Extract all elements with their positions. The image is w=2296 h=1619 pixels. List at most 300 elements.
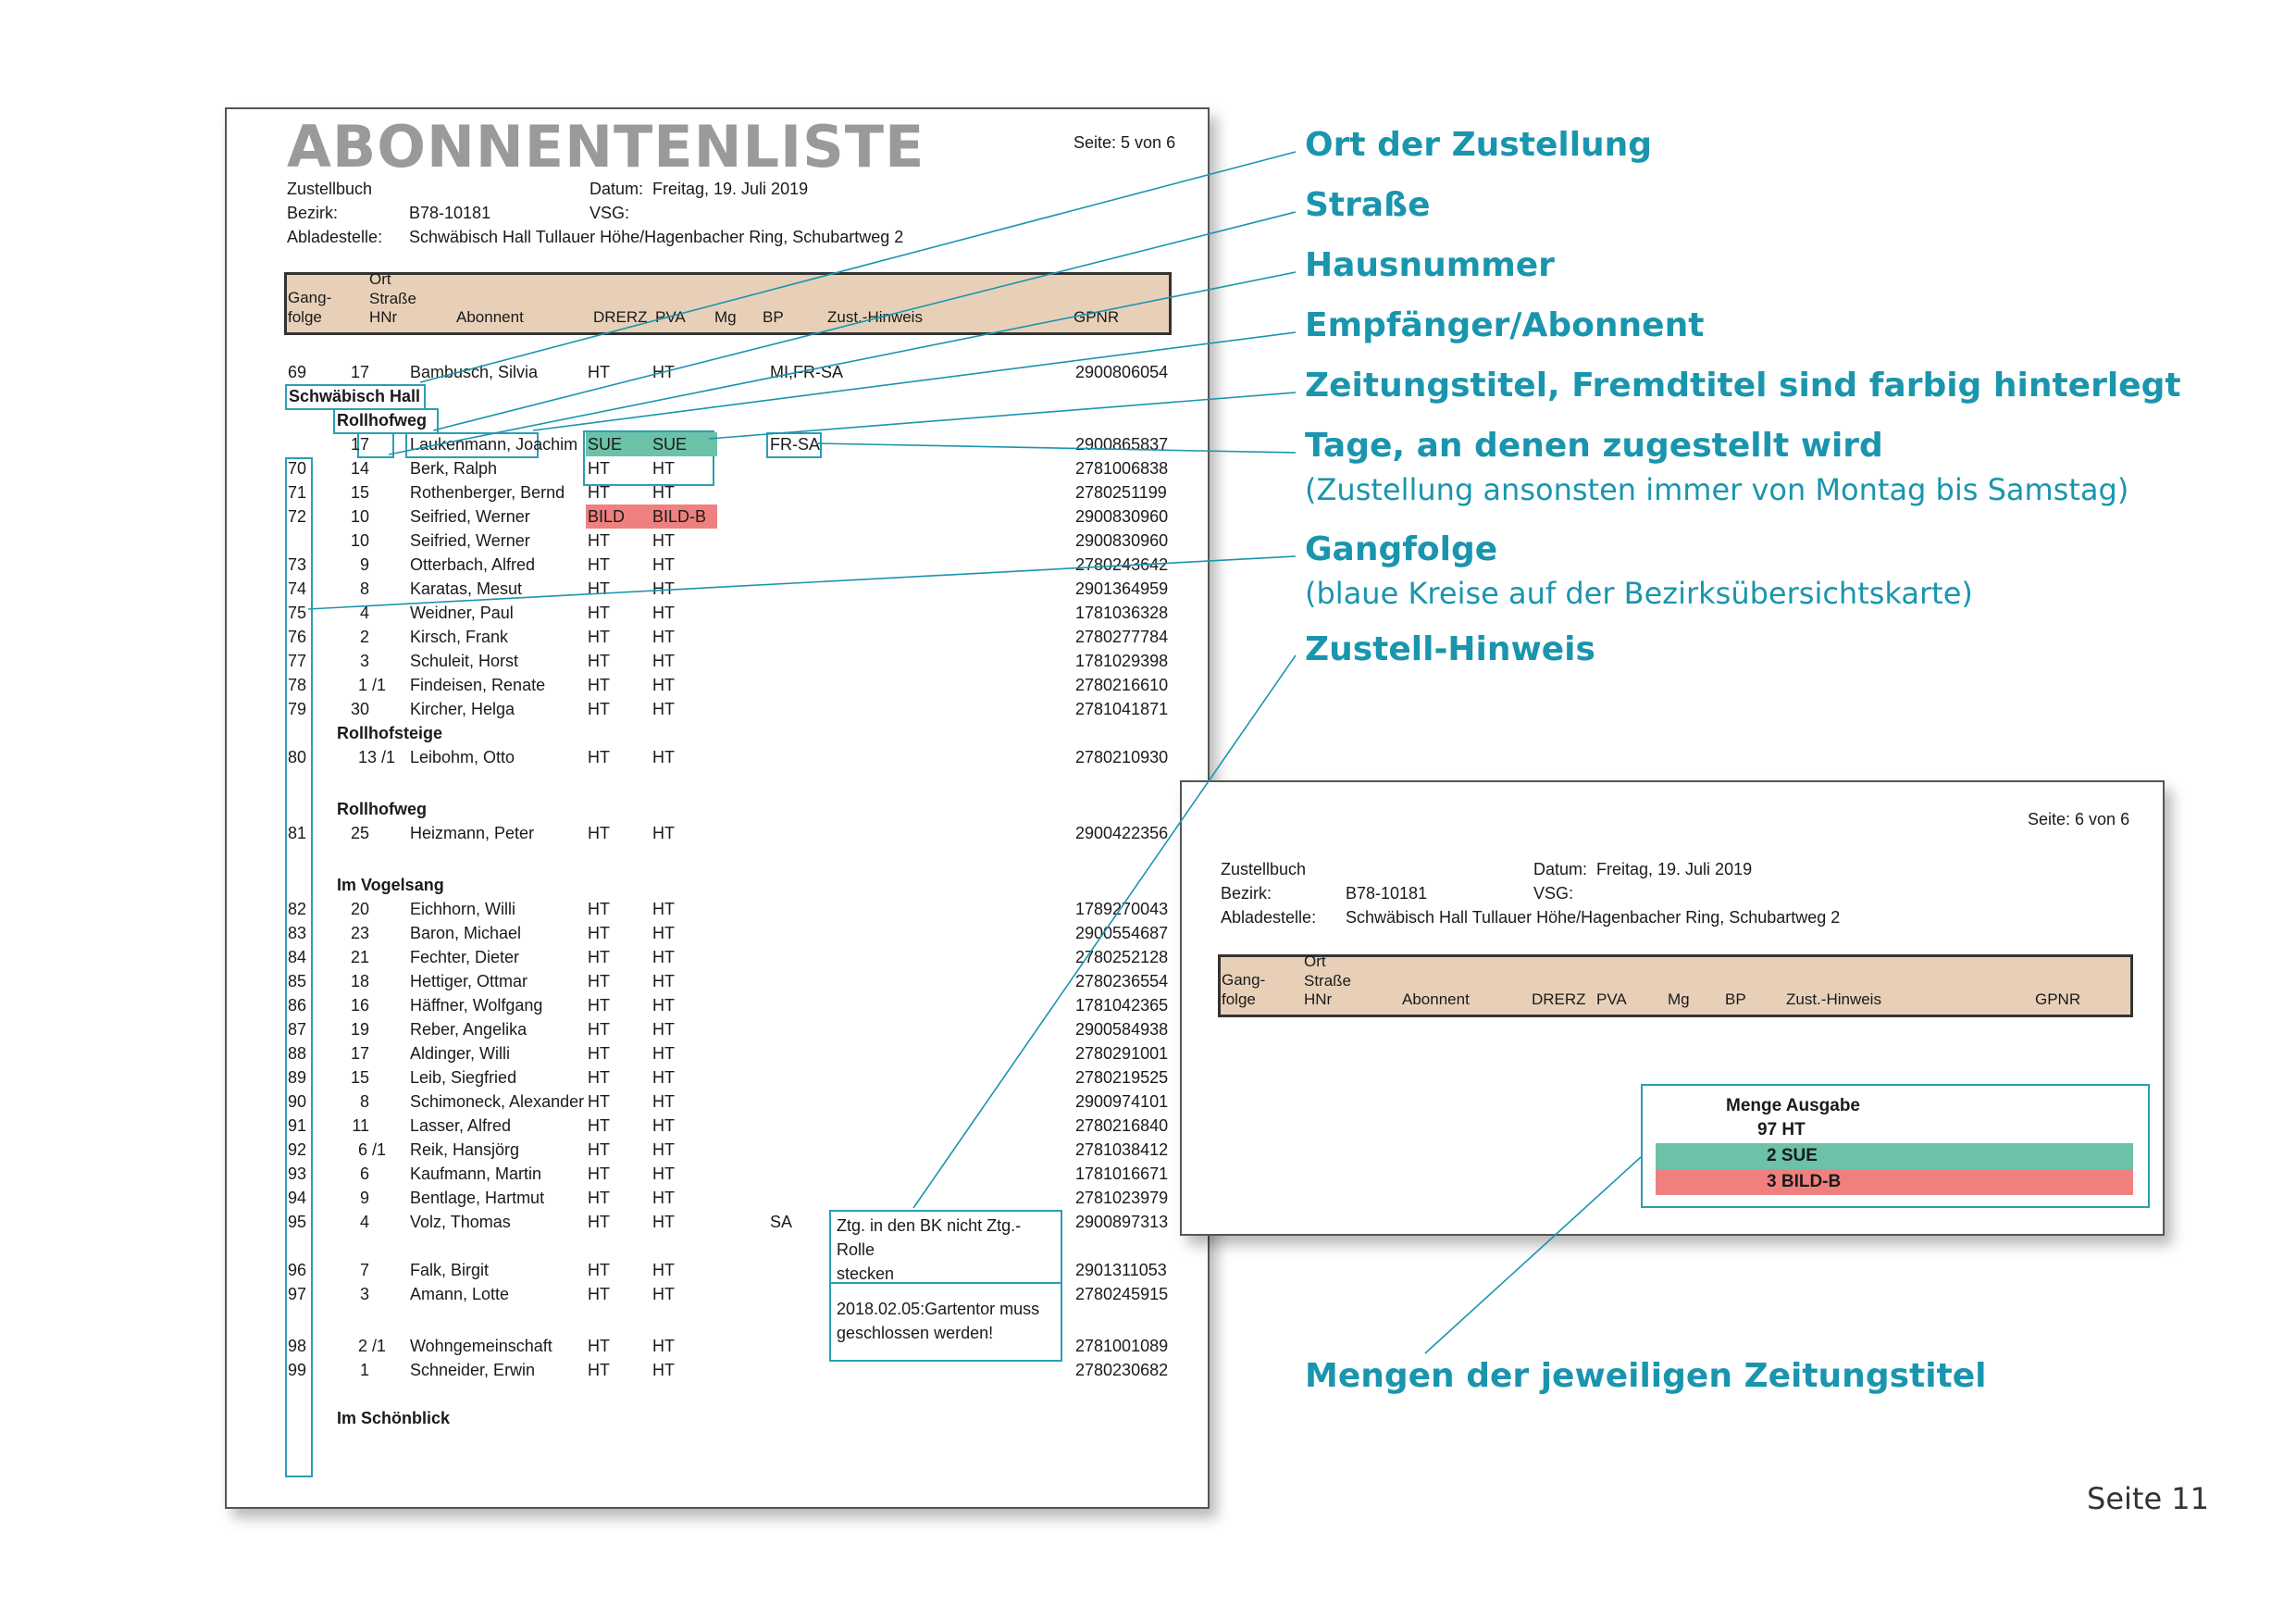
cell-p: HT — [652, 996, 675, 1015]
cell-h: 6 — [359, 1164, 369, 1183]
cell-gp: 2900584938 — [1075, 1020, 1169, 1039]
cell-gp: 2900897313 — [1075, 1213, 1169, 1231]
cell-p: HT — [652, 676, 675, 694]
cell-p: HT — [652, 748, 675, 766]
cell-p: SUE — [651, 432, 717, 456]
cell-g: 69 — [288, 363, 307, 381]
cell-d: HT — [588, 924, 610, 942]
cell-gp: 2780219525 — [1075, 1068, 1169, 1087]
meta-bezirk-label: Bezirk: — [287, 204, 339, 222]
cell-d: HT — [588, 972, 610, 990]
cell-gp: 2780277784 — [1075, 628, 1169, 646]
cell-p: HT — [652, 1337, 675, 1355]
cell-d: SUE — [586, 432, 652, 456]
cell-h: 30 — [350, 700, 369, 718]
header-bp: BP — [763, 308, 784, 326]
header-gang1: Gang- — [1222, 971, 1266, 989]
header-pva: PVA — [1596, 990, 1627, 1008]
cell-g: 92 — [288, 1140, 307, 1159]
table-row — [227, 993, 1169, 1017]
cell-g: 79 — [288, 700, 307, 718]
cell-h: 4 — [359, 604, 369, 622]
cell-g: 75 — [288, 604, 307, 622]
cell-gp: 1781029398 — [1075, 652, 1169, 670]
cell-n: Wohngemeinschaft — [410, 1337, 552, 1355]
meta-datum-label: Datum: — [1533, 860, 1588, 878]
street-heading: Im Vogelsang — [337, 876, 444, 894]
delivery-note — [829, 1284, 1062, 1362]
cell-n: Lasser, Alfred — [410, 1116, 512, 1135]
cell-bp: SA — [770, 1213, 793, 1231]
street-heading: Rollhofweg — [337, 800, 427, 818]
cell-d: HT — [588, 555, 610, 574]
cell-h: 23 — [350, 924, 369, 942]
cell-gp: 2780243642 — [1075, 555, 1169, 574]
cell-h: 9 — [359, 555, 369, 574]
annotation-tage-sub: (Zustellung ansonsten immer von Montag bis Samstag) — [1305, 472, 2129, 507]
cell-n: Falk, Birgit — [410, 1261, 490, 1279]
table-row — [227, 921, 1169, 945]
cell-p: HT — [652, 1213, 675, 1231]
cell-gp: 2780252128 — [1075, 948, 1169, 966]
table-row — [227, 1162, 1169, 1186]
cell-d: HT — [588, 700, 610, 718]
cell-g: 87 — [288, 1020, 307, 1039]
cell-g: 71 — [288, 483, 307, 502]
quantity-summary — [1641, 1084, 2150, 1208]
cell-p: HT — [652, 652, 675, 670]
street-heading: Im Schönblick — [337, 1409, 451, 1427]
cell-p: HT — [652, 1285, 675, 1303]
cell-gp: 2901311053 — [1075, 1261, 1167, 1279]
annotation-ort: Ort der Zustellung — [1305, 126, 1653, 164]
cell-h: 13 /1 — [358, 748, 396, 766]
cell-g: 73 — [288, 555, 307, 574]
cell-p: HT — [652, 1189, 675, 1207]
cell-p: HT — [652, 579, 675, 598]
header-ort: Ort — [369, 270, 391, 288]
meta-vsg-label: VSG: — [590, 204, 630, 222]
cell-p: HT — [652, 1092, 675, 1111]
table-header — [1218, 954, 2133, 1017]
annotation-mengen: Mengen der jeweiligen Zeitungstitel — [1305, 1357, 1987, 1395]
cell-gp: 2900974101 — [1075, 1092, 1169, 1111]
cell-gp: 2900830960 — [1075, 507, 1169, 526]
cell-gp: 2781041871 — [1075, 700, 1169, 718]
cell-g: 84 — [288, 948, 307, 966]
meta-bezirk-value: B78-10181 — [1346, 884, 1428, 903]
cell-gp: 1781016671 — [1075, 1164, 1169, 1183]
cell-n: Eichhorn, Willi — [410, 900, 516, 918]
cell-gp: 2900806054 — [1075, 363, 1169, 381]
cell-bp: MI,FR-SA — [770, 363, 843, 381]
document-title: ABONNENTENLISTE — [287, 113, 925, 181]
cell-d: BILD — [586, 504, 652, 529]
cell-d: HT — [588, 676, 610, 694]
cell-g: 89 — [288, 1068, 307, 1087]
meta-bezirk-label: Bezirk: — [1221, 884, 1272, 903]
cell-h: 3 — [359, 1285, 369, 1303]
cell-n: Schneider, Erwin — [410, 1361, 536, 1379]
meta-abladestelle-value: Schwäbisch Hall Tullauer Höhe/Hagenbacher Ring, Schubartweg 2 — [1346, 908, 1841, 927]
header-pva: PVA — [655, 308, 686, 326]
cell-p: HT — [652, 1116, 675, 1135]
cell-gp: 2900865837 — [1075, 435, 1169, 454]
header-strasse: Straße — [369, 290, 417, 307]
cell-p: HT — [652, 604, 675, 622]
table-row — [227, 480, 1167, 504]
table-row — [227, 1138, 1169, 1162]
cell-gp: 2780245915 — [1075, 1285, 1169, 1303]
cell-h: 10 — [350, 531, 369, 550]
cell-d: HT — [588, 652, 610, 670]
table-row — [227, 745, 1169, 769]
cell-h: 4 — [359, 1213, 369, 1231]
cell-d: HT — [588, 748, 610, 766]
cell-p: HT — [652, 700, 675, 718]
table-row — [227, 697, 1169, 721]
table-row — [227, 625, 1169, 649]
cell-h: 15 — [350, 483, 369, 502]
header-gpnr: GPNR — [1074, 308, 1120, 326]
cell-h: 17 — [350, 435, 369, 454]
annotation-abonnent: Empfänger/Abonnent — [1305, 306, 1705, 344]
cell-d: HT — [588, 1189, 610, 1207]
table-row — [227, 529, 1169, 553]
table-row — [227, 673, 1169, 697]
cell-n: Karatas, Mesut — [410, 579, 523, 598]
cell-d: HT — [588, 1020, 610, 1039]
cell-gp: 2781001089 — [1075, 1337, 1169, 1355]
cell-gp: 2780230682 — [1075, 1361, 1169, 1379]
cell-h: 2 /1 — [358, 1337, 387, 1355]
cell-gp: 2780251199 — [1075, 483, 1167, 502]
page-number: Seite: 6 von 6 — [2028, 810, 2130, 828]
cell-n: Rothenberger, Bernd — [410, 483, 565, 502]
cell-d: HT — [588, 1164, 610, 1183]
cell-g: 82 — [288, 900, 307, 918]
cell-n: Kirsch, Frank — [410, 628, 509, 646]
header-hnr: HNr — [369, 308, 398, 326]
header-hnr: HNr — [1304, 990, 1333, 1008]
cell-gp: 2781006838 — [1075, 459, 1169, 478]
cell-g: 76 — [288, 628, 307, 646]
note-line: Ztg. in den BK nicht Ztg.-Rolle — [837, 1216, 1022, 1259]
cell-p: BILD-B — [651, 504, 717, 529]
note-line: 2018.02.05:Gartentor muss — [837, 1300, 1040, 1318]
annotation-gangfolge: Gangfolge — [1305, 530, 1498, 568]
table-row — [227, 969, 1169, 993]
meta-datum-label: Datum: — [590, 180, 644, 198]
cell-d: HT — [588, 1213, 610, 1231]
meta-abladestelle-label: Abladestelle: — [1221, 908, 1317, 927]
table-row — [227, 1186, 1169, 1210]
cell-n: Bambusch, Silvia — [410, 363, 539, 381]
header-hinweis: Zust.-Hinweis — [1786, 990, 1881, 1008]
cell-p: HT — [652, 948, 675, 966]
cell-n: Kircher, Helga — [410, 700, 515, 718]
cell-h: 8 — [359, 579, 369, 598]
cell-h: 6 /1 — [358, 1140, 387, 1159]
cell-bp: FR-SA — [770, 435, 820, 454]
table-row — [227, 601, 1169, 625]
cell-n: Seifried, Werner — [410, 507, 530, 526]
delivery-note — [829, 1210, 1062, 1284]
subscriber-list-page-5 — [225, 107, 1210, 1509]
cell-g: 83 — [288, 924, 307, 942]
cell-n: Seifried, Werner — [410, 531, 530, 550]
cell-gp: 2781038412 — [1075, 1140, 1169, 1159]
meta-datum-value: Freitag, 19. Juli 2019 — [652, 180, 809, 198]
cell-d: HT — [588, 900, 610, 918]
cell-p: HT — [652, 900, 675, 918]
header-hinweis: Zust.-Hinweis — [827, 308, 923, 326]
cell-p: HT — [652, 1164, 675, 1183]
cell-n: Bentlage, Hartmut — [410, 1189, 545, 1207]
cell-g: 77 — [288, 652, 307, 670]
header-drerz: DRERZ — [1532, 990, 1586, 1008]
quantity-title: Menge Ausgabe — [1726, 1096, 1860, 1115]
table-row — [227, 649, 1169, 673]
cell-p: HT — [652, 459, 675, 478]
highlight-strasse — [333, 408, 439, 434]
cell-h: 20 — [350, 900, 369, 918]
meta-abladestelle-value: Schwäbisch Hall Tullauer Höhe/Hagenbacher Ring, Schubartweg 2 — [409, 228, 904, 246]
cell-p: HT — [652, 972, 675, 990]
table-row — [227, 821, 1169, 845]
cell-h: 3 — [359, 652, 369, 670]
header-abonnent: Abonnent — [456, 308, 524, 326]
cell-n: Fechter, Dieter — [410, 948, 520, 966]
cell-p: HT — [652, 1140, 675, 1159]
quantity-bild: 3 BILD-B — [1656, 1169, 2133, 1195]
cell-h: 7 — [359, 1261, 369, 1279]
cell-h: 2 — [359, 628, 369, 646]
cell-p: HT — [652, 531, 675, 550]
cell-g: 97 — [288, 1285, 307, 1303]
cell-gp: 2780216840 — [1075, 1116, 1169, 1135]
cell-gp: 1781042365 — [1075, 996, 1169, 1015]
cell-p: HT — [652, 1361, 675, 1379]
cell-g: 78 — [288, 676, 307, 694]
cell-g: 85 — [288, 972, 307, 990]
table-row — [227, 1114, 1169, 1138]
quantity-sue: 2 SUE — [1656, 1143, 2133, 1169]
cell-n: Hettiger, Ottmar — [410, 972, 528, 990]
table-row — [227, 897, 1169, 921]
cell-g: 99 — [288, 1361, 307, 1379]
cell-d: HT — [588, 1092, 610, 1111]
cell-n: Baron, Michael — [410, 924, 522, 942]
cell-gp: 1789270043 — [1075, 900, 1169, 918]
meta-abladestelle-label: Abladestelle: — [287, 228, 383, 246]
cell-g: 96 — [288, 1261, 307, 1279]
cell-g: 90 — [288, 1092, 307, 1111]
cell-p: HT — [652, 1020, 675, 1039]
cell-d: HT — [588, 1261, 610, 1279]
page-number: Seite: 5 von 6 — [1074, 133, 1176, 152]
annotation-zeitungstitel: Zeitungstitel, Fremdtitel sind farbig hinterlegt — [1305, 367, 2181, 405]
annotation-hinweis: Zustell-Hinweis — [1305, 630, 1595, 668]
cell-d: HT — [588, 459, 610, 478]
cell-g: 81 — [288, 824, 307, 842]
cell-g: 74 — [288, 579, 307, 598]
cell-g: 80 — [288, 748, 307, 766]
cell-g: 98 — [288, 1337, 307, 1355]
header-mg: Mg — [714, 308, 737, 326]
page-footer: Seite 11 — [2087, 1481, 2210, 1516]
header-gang2: folge — [288, 308, 322, 326]
cell-d: HT — [588, 483, 610, 502]
cell-n: Otterbach, Alfred — [410, 555, 536, 574]
cell-gp: 2900554687 — [1075, 924, 1169, 942]
header-ort: Ort — [1304, 953, 1326, 970]
table-row — [227, 1090, 1169, 1114]
cell-gp: 2901364959 — [1075, 579, 1169, 598]
street-heading-ort: Schwäbisch Hall — [289, 387, 421, 405]
cell-g: 86 — [288, 996, 307, 1015]
cell-n: Reber, Angelika — [410, 1020, 527, 1039]
header-strasse: Straße — [1304, 972, 1352, 990]
cell-gp: 2781023979 — [1075, 1189, 1169, 1207]
cell-d: HT — [588, 363, 610, 381]
cell-d: HT — [588, 1361, 610, 1379]
cell-p: HT — [652, 628, 675, 646]
cell-d: HT — [588, 948, 610, 966]
meta-bezirk-value: B78-10181 — [409, 204, 491, 222]
cell-gp: 2900422356 — [1075, 824, 1169, 842]
meta-zustellbuch: Zustellbuch — [1221, 860, 1307, 878]
cell-p: HT — [652, 483, 675, 502]
table-row — [227, 360, 1169, 384]
cell-h: 9 — [359, 1189, 369, 1207]
cell-p: HT — [652, 1068, 675, 1087]
cell-n: Reik, Hansjörg — [410, 1140, 520, 1159]
cell-d: HT — [588, 604, 610, 622]
cell-p: HT — [652, 555, 675, 574]
highlight-ort — [285, 384, 426, 410]
meta-vsg-label: VSG: — [1533, 884, 1574, 903]
cell-h: 17 — [350, 363, 369, 381]
cell-h: 15 — [350, 1068, 369, 1087]
street-heading: Rollhofweg — [337, 411, 427, 430]
cell-p: HT — [652, 363, 675, 381]
cell-h: 16 — [350, 996, 369, 1015]
cell-d: HT — [588, 1068, 610, 1087]
cell-h: 18 — [350, 972, 369, 990]
cell-h: 1 — [359, 1361, 369, 1379]
cell-h: 10 — [350, 507, 369, 526]
cell-n: Leibohm, Otto — [410, 748, 515, 766]
cell-n: Amann, Lotte — [410, 1285, 510, 1303]
header-gang2: folge — [1222, 990, 1256, 1008]
cell-d: HT — [588, 1140, 610, 1159]
cell-d: HT — [588, 1116, 610, 1135]
cell-d: HT — [588, 824, 610, 842]
table-row — [227, 577, 1169, 601]
cell-d: HT — [588, 1337, 610, 1355]
cell-d: HT — [588, 628, 610, 646]
header-bp: BP — [1725, 990, 1746, 1008]
cell-p: HT — [652, 824, 675, 842]
cell-g: 94 — [288, 1189, 307, 1207]
cell-g: 91 — [288, 1116, 307, 1135]
street-heading: Rollhofsteige — [337, 724, 443, 742]
cell-n: Volz, Thomas — [410, 1213, 511, 1231]
cell-n: Schimoneck, Alexander — [410, 1092, 585, 1111]
quantity-ht: 97 HT — [1757, 1120, 1806, 1140]
table-row — [227, 1017, 1169, 1041]
cell-h: 14 — [350, 459, 369, 478]
cell-n: Heizmann, Peter — [410, 824, 535, 842]
meta-zustellbuch: Zustellbuch — [287, 180, 373, 198]
header-abonnent: Abonnent — [1402, 990, 1470, 1008]
annotation-tage: Tage, an denen zugestellt wird — [1305, 427, 1883, 465]
cell-g: 93 — [288, 1164, 307, 1183]
cell-n: Laukenmann, Joachim — [410, 435, 578, 454]
cell-h: 21 — [350, 948, 369, 966]
annotation-gangfolge-sub: (blaue Kreise auf der Bezirksübersichtskarte) — [1305, 576, 1973, 611]
cell-d: HT — [588, 996, 610, 1015]
subscriber-list-page-6 — [1180, 780, 2165, 1236]
note-line: geschlossen werden! — [837, 1324, 994, 1342]
cell-n: Weidner, Paul — [410, 604, 514, 622]
cell-n: Leib, Siegfried — [410, 1068, 517, 1087]
meta-datum-value: Freitag, 19. Juli 2019 — [1596, 860, 1753, 878]
header-gpnr: GPNR — [2035, 990, 2081, 1008]
cell-h: 17 — [350, 1044, 369, 1063]
cell-n: Findeisen, Renate — [410, 676, 546, 694]
header-gang1: Gang- — [288, 289, 332, 306]
note-line: stecken — [837, 1264, 895, 1283]
table-row — [227, 432, 1169, 456]
table-row — [227, 945, 1169, 969]
cell-gp: 2900830960 — [1075, 531, 1169, 550]
cell-n: Aldinger, Willi — [410, 1044, 511, 1063]
cell-h: 19 — [350, 1020, 369, 1039]
header-mg: Mg — [1668, 990, 1690, 1008]
cell-gp: 2780210930 — [1075, 748, 1169, 766]
cell-d: HT — [588, 1044, 610, 1063]
cell-d: HT — [588, 579, 610, 598]
cell-d: HT — [588, 1285, 610, 1303]
cell-gp: 2780291001 — [1075, 1044, 1169, 1063]
table-row — [227, 1065, 1169, 1090]
cell-g: 88 — [288, 1044, 307, 1063]
cell-gp: 2780236554 — [1075, 972, 1169, 990]
cell-n: Häffner, Wolfgang — [410, 996, 543, 1015]
cell-g: 95 — [288, 1213, 307, 1231]
cell-gp: 1781036328 — [1075, 604, 1169, 622]
cell-g: 72 — [288, 507, 307, 526]
header-drerz: DRERZ — [593, 308, 648, 326]
table-header — [284, 272, 1172, 335]
annotation-hausnummer: Hausnummer — [1305, 246, 1555, 284]
cell-n: Berk, Ralph — [410, 459, 498, 478]
table-row — [227, 1041, 1169, 1065]
cell-d: HT — [588, 531, 610, 550]
cell-gp: 2780216610 — [1075, 676, 1169, 694]
cell-p: HT — [652, 1261, 675, 1279]
cell-h: 8 — [359, 1092, 369, 1111]
annotation-strasse: Straße — [1305, 186, 1431, 224]
cell-h: 11 — [352, 1116, 369, 1135]
cell-h: 1 /1 — [358, 676, 387, 694]
cell-n: Kaufmann, Martin — [410, 1164, 542, 1183]
cell-g: 70 — [288, 459, 307, 478]
cell-h: 25 — [350, 824, 369, 842]
cell-n: Schuleit, Horst — [410, 652, 519, 670]
